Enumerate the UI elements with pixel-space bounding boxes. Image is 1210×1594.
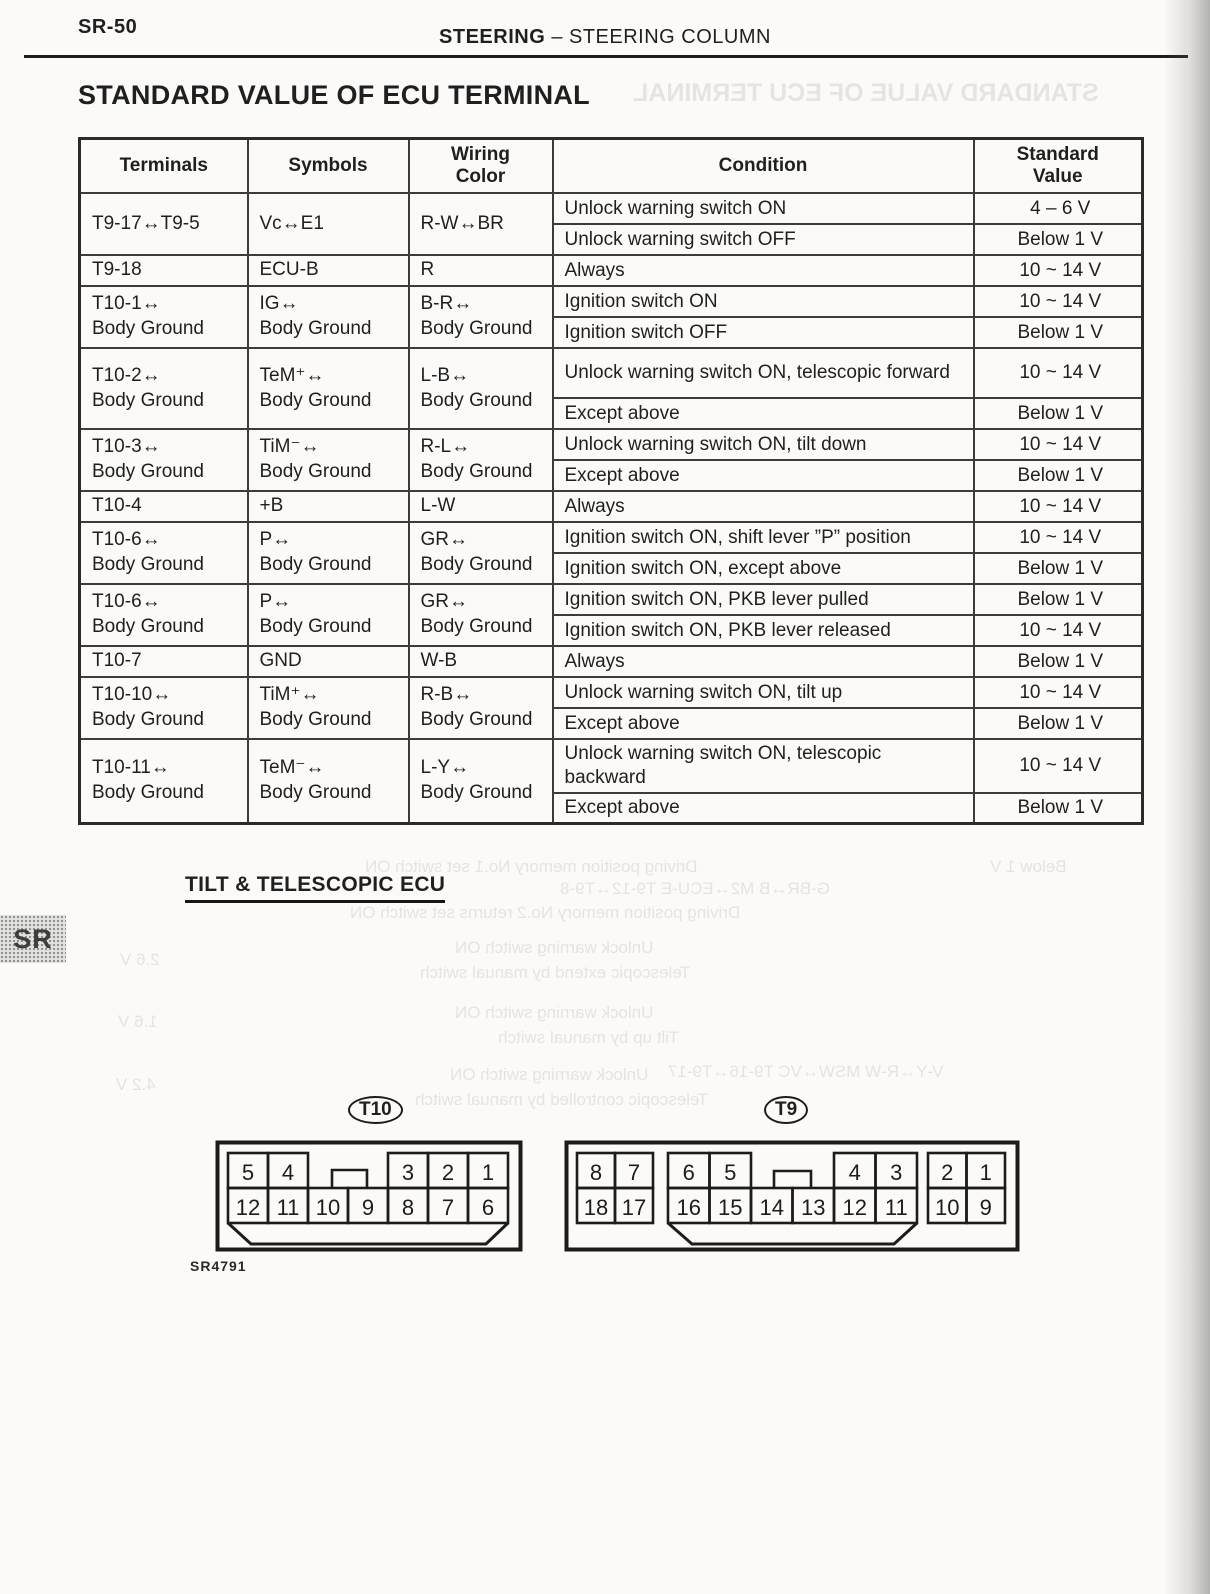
standard-value-cell: 10 ~ 14 V [974, 615, 1143, 646]
standard-value-cell: Below 1 V [974, 460, 1143, 491]
bleed-through-text: G-BR↔B M2↔ECU-E T9-12↔T9-8 [560, 879, 830, 898]
pin-number: 7 [441, 1195, 455, 1220]
symbol-cell: TeM⁻↔ Body Ground [248, 739, 409, 824]
condition-cell: Unlock warning switch ON [553, 193, 974, 224]
symbol-cell: TiM⁺↔ Body Ground [248, 677, 409, 739]
bleed-through-text: 4.2 V [116, 1075, 156, 1094]
table-row [80, 193, 1143, 224]
header-rule [24, 55, 1188, 58]
condition-cell: Ignition switch ON, shift lever ”P” position [553, 522, 974, 553]
running-header [0, 26, 1210, 49]
condition-cell: Ignition switch ON, PKB lever released [553, 615, 974, 646]
col-header-standard-value: Standard Value [974, 139, 1143, 194]
wiring-color-cell: GR↔ Body Ground [409, 584, 553, 646]
bleed-through-text: Driving position memory No.2 returns set switch ON [350, 903, 741, 922]
pin-number: 1 [481, 1160, 495, 1185]
pin-number: 9 [979, 1195, 992, 1220]
pin-number: 2 [441, 1160, 455, 1185]
condition-cell: Unlock warning switch ON, telescopic forward [553, 348, 974, 398]
table-row [80, 255, 1143, 286]
running-header-subsection: – STEERING COLUMN [545, 26, 771, 48]
symbol-cell: P↔ Body Ground [248, 584, 409, 646]
symbol-cell: GND [248, 646, 409, 677]
standard-value-cell: Below 1 V [974, 317, 1143, 348]
bleed-through-text: Driving position memory No.1 set switch ON [365, 857, 698, 876]
condition-cell: Ignition switch ON [553, 286, 974, 317]
pin-number: 11 [276, 1195, 300, 1220]
wiring-color-cell: L-W [409, 491, 553, 522]
col-header-wiring-color: Wiring Color [409, 139, 553, 194]
pin-number: 3 [890, 1160, 903, 1185]
table-row [80, 491, 1143, 522]
col-header-symbols: Symbols [248, 139, 409, 194]
wiring-color-cell: GR↔ Body Ground [409, 522, 553, 584]
condition-cell: Except above [553, 460, 974, 491]
pin-number: 10 [935, 1195, 960, 1220]
standard-value-cell: 10 ~ 14 V [974, 348, 1143, 398]
terminal-cell: T10-4 [80, 491, 248, 522]
symbol-cell: TeM⁺↔ Body Ground [248, 348, 409, 429]
standard-value-cell: 10 ~ 14 V [974, 429, 1143, 460]
pin-number: 6 [682, 1160, 695, 1185]
terminal-cell: T10-11↔ Body Ground [80, 739, 248, 824]
condition-cell: Except above [553, 793, 974, 824]
connector-label-t9: T9 [764, 1096, 808, 1124]
wiring-color-cell: B-R↔ Body Ground [409, 286, 553, 348]
terminal-cell: T10-10↔ Body Ground [80, 677, 248, 739]
symbol-cell: Vc↔E1 [248, 193, 409, 255]
bleed-through-text: Unlock warning switch ON [450, 1065, 649, 1084]
wiring-color-cell: R-W↔BR [409, 193, 553, 255]
bleed-through-text: Telescopic extend by manual switch [420, 963, 691, 982]
table-row [80, 286, 1143, 317]
page-title: STANDARD VALUE OF ECU TERMINAL [78, 80, 590, 110]
table-header-row [80, 139, 1143, 194]
condition-cell: Ignition switch ON, except above [553, 553, 974, 584]
symbol-cell: IG↔ Body Ground [248, 286, 409, 348]
pin-number: 9 [361, 1195, 375, 1220]
pin-number: 14 [759, 1195, 785, 1220]
standard-value-cell: 10 ~ 14 V [974, 255, 1143, 286]
bleed-through-text: Unlock warning switch ON [455, 1003, 654, 1022]
table-row [80, 348, 1143, 398]
t10-connector-diagram [215, 1140, 523, 1252]
terminal-cell: T10-6↔ Body Ground [80, 584, 248, 646]
connector-label-t10: T10 [348, 1096, 403, 1124]
t9-connector-diagram [564, 1140, 1020, 1252]
pin-number: 12 [235, 1195, 261, 1220]
condition-cell: Ignition switch ON, PKB lever pulled [553, 584, 974, 615]
section-heading: TILT & TELESCOPIC ECU [185, 873, 445, 903]
wiring-color-cell: L-Y↔ Body Ground [409, 739, 553, 824]
wiring-color-cell: R-B↔ Body Ground [409, 677, 553, 739]
running-header-section: STEERING [439, 26, 546, 48]
pin-number: 10 [315, 1195, 341, 1220]
condition-cell: Except above [553, 398, 974, 429]
pin-number: 15 [718, 1195, 743, 1220]
wiring-color-cell: W-B [409, 646, 553, 677]
standard-value-cell: 10 ~ 14 V [974, 522, 1143, 553]
symbol-cell: TiM⁻↔ Body Ground [248, 429, 409, 491]
condition-cell: Always [553, 646, 974, 677]
bleed-through-text: Below 1 V [990, 857, 1067, 876]
col-header-condition: Condition [553, 139, 974, 194]
pin-number: 1 [979, 1160, 992, 1185]
pin-number: 17 [621, 1195, 647, 1220]
standard-value-cell: 4 – 6 V [974, 193, 1143, 224]
table-row [80, 646, 1143, 677]
table-row [80, 522, 1143, 553]
pin-number: 8 [401, 1195, 415, 1220]
bleed-through-text: V-Y↔R-W MSW↔VC T9-16↔T9-17 [668, 1062, 944, 1081]
terminal-cell: T10-1↔ Body Ground [80, 286, 248, 348]
standard-value-cell: Below 1 V [974, 793, 1143, 824]
condition-cell: Unlock warning switch ON, tilt up [553, 677, 974, 708]
condition-cell: Always [553, 491, 974, 522]
standard-value-cell: Below 1 V [974, 398, 1143, 429]
condition-cell: Always [553, 255, 974, 286]
terminal-cell: T10-3↔ Body Ground [80, 429, 248, 491]
col-header-terminals: Terminals [80, 139, 248, 194]
pin-number: 12 [842, 1195, 868, 1220]
symbol-cell: ECU-B [248, 255, 409, 286]
wiring-color-cell: R-L↔ Body Ground [409, 429, 553, 491]
terminal-cell: T10-6↔ Body Ground [80, 522, 248, 584]
pin-number: 16 [676, 1195, 702, 1220]
condition-cell: Unlock warning switch ON, telescopic backward [553, 739, 974, 793]
bleed-through-text: Unlock warning switch ON [455, 938, 654, 957]
condition-cell: Except above [553, 708, 974, 739]
bleed-through-text: STANDARD VALUE OF ECU TERMINAL [633, 79, 1099, 107]
pin-number: 5 [724, 1160, 737, 1185]
standard-value-cell: 10 ~ 14 V [974, 739, 1143, 793]
condition-cell: Unlock warning switch OFF [553, 224, 974, 255]
standard-value-cell: Below 1 V [974, 553, 1143, 584]
condition-cell: Ignition switch OFF [553, 317, 974, 348]
table-row [80, 739, 1143, 793]
standard-value-cell: Below 1 V [974, 646, 1143, 677]
standard-value-cell: Below 1 V [974, 584, 1143, 615]
pin-number: 18 [583, 1195, 609, 1220]
pin-number: 6 [481, 1195, 495, 1220]
scan-edge-shadow [1164, 0, 1210, 1594]
bleed-through-text: 1.6 V [118, 1012, 158, 1031]
wiring-color-cell: L-B↔ Body Ground [409, 348, 553, 429]
pin-number: 7 [627, 1160, 641, 1185]
pin-number: 8 [589, 1160, 603, 1185]
pin-number: 13 [801, 1195, 826, 1220]
bleed-through-text: Tilt up by manual switch [498, 1028, 679, 1047]
table-row [80, 584, 1143, 615]
standard-value-cell: Below 1 V [974, 708, 1143, 739]
condition-cell: Unlock warning switch ON, tilt down [553, 429, 974, 460]
page-number: SR-50 [78, 16, 138, 38]
pin-number: 2 [941, 1160, 954, 1185]
terminal-cell: T9-17↔T9-5 [80, 193, 248, 255]
standard-value-cell: 10 ~ 14 V [974, 677, 1143, 708]
symbol-cell: +B [248, 491, 409, 522]
wiring-color-cell: R [409, 255, 553, 286]
pin-number: 5 [241, 1160, 255, 1185]
terminal-cell: T10-2↔ Body Ground [80, 348, 248, 429]
table-row [80, 429, 1143, 460]
standard-value-cell: Below 1 V [974, 224, 1143, 255]
pin-number: 4 [848, 1160, 861, 1185]
terminal-cell: T10-7 [80, 646, 248, 677]
pin-number: 11 [884, 1195, 908, 1220]
standard-value-cell: 10 ~ 14 V [974, 491, 1143, 522]
standard-value-cell: 10 ~ 14 V [974, 286, 1143, 317]
section-thumb-tab: SR [0, 915, 66, 963]
figure-code: SR4791 [190, 1258, 247, 1274]
pin-number: 3 [401, 1160, 415, 1185]
pin-number: 4 [281, 1160, 295, 1185]
symbol-cell: P↔ Body Ground [248, 522, 409, 584]
bleed-through-text: 2.6 V [120, 950, 160, 969]
table-row [80, 677, 1143, 708]
bleed-through-text: Telescopic controlled by manual switch [415, 1090, 708, 1109]
terminal-cell: T9-18 [80, 255, 248, 286]
ecu-terminal-table [78, 137, 1144, 825]
